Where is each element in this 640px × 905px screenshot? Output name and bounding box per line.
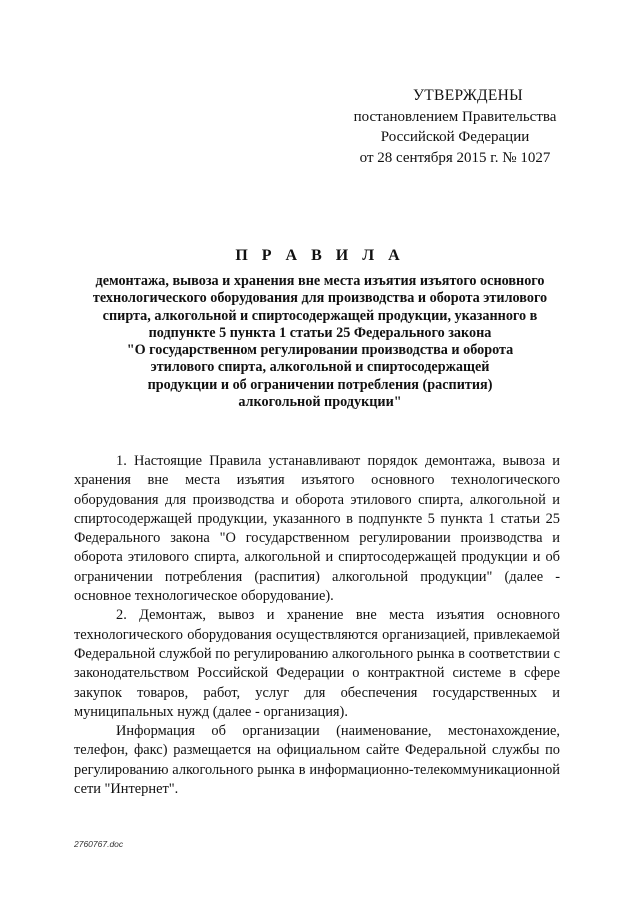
subtitle-line: алкогольной продукции": [238, 394, 402, 411]
subtitle-line: демонтажа, вывоза и хранения вне места изъятия изъятого основного: [95, 273, 545, 289]
subtitle-line: спирта, алкогольной и спиртосодержащей продукции, указанного в: [102, 307, 538, 324]
approval-line-2: Российской Федерации: [380, 129, 530, 145]
subtitle-line: продукции и об ограничении потребления (распития): [147, 376, 493, 393]
paragraph-3: Информация об организации (наименование, местонахождение, телефон, факс) размещается на официальном сайте Федеральной службы по регулированию алкогольного рынка в информационно-телекоммуникационной сети "Интернет".: [74, 723, 560, 798]
rules-title: П Р А В И Л А: [235, 247, 405, 264]
document-code: 2760767.doc: [74, 839, 124, 849]
rules-subtitle: [60, 273, 580, 411]
paragraph-2: 2. Демонтаж, вывоз и хранение вне места изъятия основного технологического оборудования осуществляются организацией, привлекаемой Федеральной службой по регулированию алкогольного рынка в соответствии с законодательством Российской Федерации о контрактной системе в сфере закупок товаров, работ, услуг для обеспечения государственных и муниципальных нужд (далее - организация).: [74, 607, 560, 720]
paragraph-1: 1. Настоящие Правила устанавливают порядок демонтажа, вывоза и хранения вне места изъятия изъятого основного технологического оборудования для производства и оборота этилового спирта, алкогольной и спиртосодержащей продукции, указанного в подпункте 5 пункта 1 статьи 25 Федерального закона "О государственном регулировании производства и оборота этилового спирта, алкогольной и спиртосодержащей продукции и об ограничении потребления (распития) алкогольной продукции" (далее - основное технологическое оборудование).: [74, 453, 560, 605]
subtitle-line: "О государственном регулировании производства и оборота: [126, 342, 514, 359]
document-body: [74, 452, 560, 799]
subtitle-line: этилового спирта, алкогольной и спиртосодержащей: [150, 359, 490, 376]
approval-block: [340, 86, 570, 168]
approval-line-1: постановлением Правительства: [353, 108, 557, 125]
subtitle-line: подпункте 5 пункта 1 статьи 25 Федерального закона: [148, 324, 492, 341]
approved-heading: УТВЕРЖДЕНЫ: [413, 87, 523, 104]
subtitle-line: технологического оборудования для производства и оборота этилового: [92, 290, 548, 307]
approval-line-3: от 28 сентября 2015 г. № 1027: [359, 149, 551, 166]
